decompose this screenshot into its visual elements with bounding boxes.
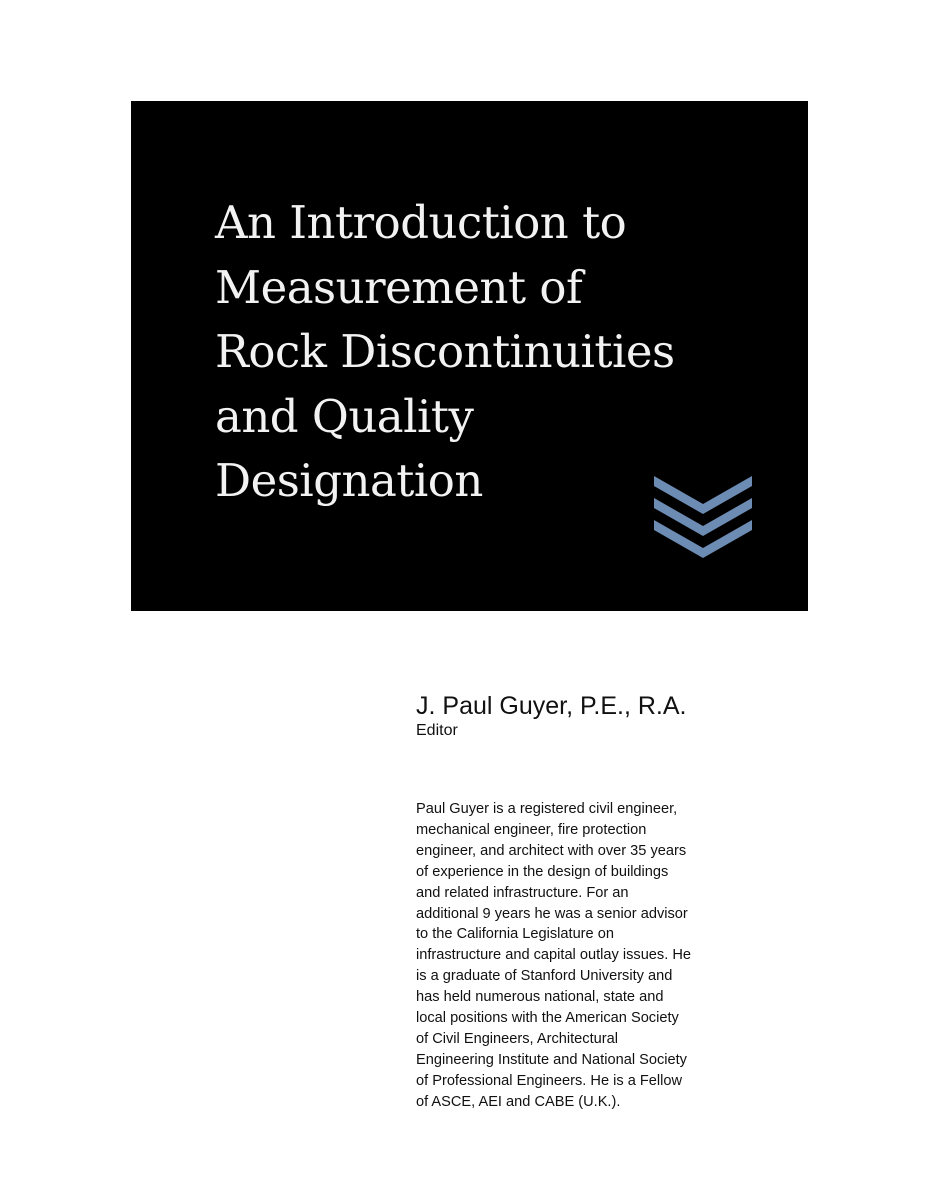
bio-line: of Professional Engineers. He is a Fellow xyxy=(416,1072,683,1089)
bio-line: of Civil Engineers, Architectural xyxy=(416,1030,618,1047)
title-line: Designation xyxy=(215,454,483,507)
title-line: Rock Discontinuities xyxy=(215,325,675,378)
title-line: An Introduction to xyxy=(215,196,627,249)
triple-chevron-down-icon xyxy=(654,476,752,558)
bio-line: to the California Legislature on xyxy=(416,926,614,943)
bio-line: and related infrastructure. For an xyxy=(416,884,629,901)
bio-line: is a graduate of Stanford University and xyxy=(416,968,673,985)
title-line: Measurement of xyxy=(215,260,583,314)
bio-line: Paul Guyer is a registered civil engineer, xyxy=(416,801,678,817)
title-line: and Quality xyxy=(215,389,474,443)
bio-line: infrastructure and capital outlay issues. He xyxy=(416,947,691,964)
bio-line: of ASCE, AEI and CABE (U.K.). xyxy=(416,1093,621,1110)
author-block xyxy=(416,690,776,740)
author-name: J. Paul Guyer, P.E., R.A. xyxy=(416,692,687,720)
bio-line: of experience in the design of buildings xyxy=(416,863,669,880)
bio-line: additional 9 years he was a senior advisor xyxy=(416,905,688,922)
book-title xyxy=(215,191,785,514)
bio-line: engineer, and architect with over 35 years xyxy=(416,842,687,859)
bio-line: mechanical engineer, fire protection xyxy=(416,821,647,838)
bio-line: has held numerous national, state and xyxy=(416,989,664,1006)
bio-line: Engineering Institute and National Society xyxy=(416,1051,687,1068)
bio-line: local positions with the American Society xyxy=(416,1010,679,1027)
author-bio xyxy=(416,799,776,1113)
cover-panel xyxy=(131,101,808,611)
author-role: Editor xyxy=(416,722,458,739)
